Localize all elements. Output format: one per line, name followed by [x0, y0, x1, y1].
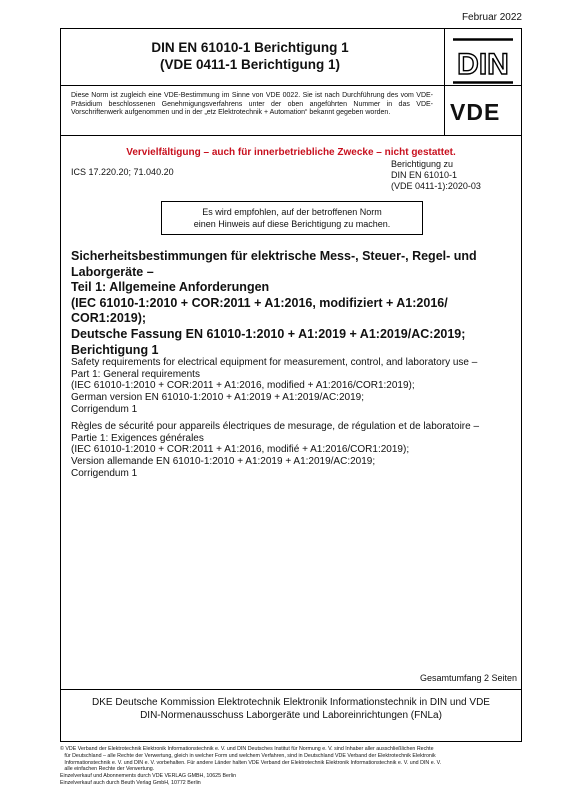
- german-title-line: Sicherheitsbestimmungen für elektrische Mess-, Steuer-, Regel- und: [71, 249, 477, 263]
- german-title-line: Berichtigung 1: [71, 342, 159, 357]
- english-title-line: German version EN 61010-1:2010 + A1:2019 + A1:2019/AC:2019;: [71, 392, 364, 404]
- copyright-line: Informationstechnik e. V. und DIN e. V. vorbehalten. Für andere Länder halten VDE Verband der Elektrotechnik Elektronik Informationstechnik e. V. und DIN e. V.: [60, 759, 442, 766]
- dke-line: DKE Deutsche Kommission Elektrotechnik Elektronik Informationstechnik in DIN und VDE: [92, 697, 490, 708]
- german-title: [71, 249, 516, 358]
- french-title: [71, 421, 519, 480]
- advice-line-2: einen Hinweis auf diese Berichtigung zu machen.: [193, 219, 391, 229]
- german-title-line: Laborgeräte –: [71, 264, 154, 279]
- french-title-line: Version allemande EN 61010-1:2010 + A1:2019 + A1:2019/AC:2019;: [71, 456, 376, 468]
- vde-logo: VDE: [450, 99, 501, 125]
- copyright-footer: [60, 746, 530, 787]
- english-title-line: Part 1: General requirements: [71, 368, 200, 380]
- publication-date: Februar 2022: [461, 12, 522, 23]
- copyright-line: für Deutschland – alle Rechte der Verwertung, gleich in welcher Form und welchem Verfahren, sind in Deutschland VDE Verband der Elektrotechnik Elektronik: [60, 752, 436, 759]
- advice-line-1: Es wird empfohlen, auf der betroffenen Norm: [202, 207, 382, 217]
- english-title-line: Safety requirements for electrical equipment for measurement, control, and laboratory use –: [71, 357, 478, 368]
- english-title: [71, 357, 519, 416]
- sales-line: Einzelverkauf auch durch Beuth Verlag GmbH, 10772 Berlin: [60, 779, 201, 786]
- german-title-line: Deutsche Fassung EN 61010-1:2010 + A1:2019 + A1:2019/AC:2019;: [71, 326, 466, 341]
- corrigendum-reference: [391, 159, 481, 192]
- ics-code: ICS 17.220.20; 71.040.20: [71, 167, 174, 177]
- header-bottom-divider: [61, 135, 521, 136]
- corrigendum-label: Berichtigung zu: [391, 159, 454, 169]
- french-title-line: (IEC 61010-1:2010 + COR:2011 + A1:2016, modifié + A1:2016/COR1:2019);: [71, 444, 410, 456]
- bottom-divider: [61, 689, 521, 690]
- standard-number: DIN EN 61010-1 Berichtigung 1: [151, 40, 349, 55]
- committee-info: [61, 696, 521, 722]
- sales-line: Einzelverkauf und Abonnements durch VDE VERLAG GMBH, 10625 Berlin: [60, 773, 237, 780]
- german-title-line: (IEC 61010-1:2010 + COR:2011 + A1:2016, modifiziert + A1:2016/: [71, 295, 448, 310]
- copyright-line: alle einfachen Rechte der Verwertung.: [60, 766, 155, 773]
- logo-column-divider: [444, 29, 445, 135]
- header-divider: [61, 85, 521, 86]
- din-logo: [453, 38, 513, 84]
- german-title-line: COR1:2019);: [71, 311, 147, 326]
- vde-number: (VDE 0411-1 Berichtigung 1): [159, 57, 341, 72]
- vde-notice: Diese Norm ist zugleich eine VDE-Bestimmung im Sinne von VDE 0022. Sie ist nach Durchführung des vom VDE-Präsidium beschlossenen Genehmigungsverfahrens unter der oben angeführten Nummer in das VDE-Vorschriftenwerk aufgenommen und in der „etz Elektrotechnik + Automation“ bekannt gegeben worden.: [71, 92, 433, 117]
- english-title-line: Corrigendum 1: [71, 403, 138, 415]
- corrigendum-edition: (VDE 0411-1):2020-03: [391, 181, 481, 191]
- copy-warning: Vervielfältigung – auch für innerbetriebliche Zwecke – nicht gestattet.: [126, 147, 456, 158]
- advice-box: [161, 201, 423, 235]
- english-title-line: (IEC 61010-1:2010 + COR:2011 + A1:2016, modified + A1:2016/COR1:2019);: [71, 380, 415, 392]
- cover-frame: [60, 28, 522, 742]
- french-title-line: Partie 1: Exigences générales: [71, 432, 204, 444]
- french-title-line: Corrigendum 1: [71, 467, 138, 479]
- fnla-line: DIN-Normenausschuss Laborgeräte und Laboreinrichtungen (FNLa): [140, 710, 442, 721]
- corrigendum-standard: DIN EN 61010-1: [391, 170, 458, 180]
- french-title-line: Règles de sécurité pour appareils électriques de mesurage, de régulation et de laboratoire –: [71, 421, 480, 432]
- din-logo-text: DIN: [457, 48, 509, 81]
- standard-title: [61, 39, 439, 73]
- total-pages: Gesamtumfang 2 Seiten: [419, 673, 517, 683]
- copyright-line: © VDE Verband der Elektrotechnik Elektronik Informationstechnik e. V. und DIN Deutsches Institut für Normung e. V. sind Inhaber aller ausschließlichen Rechte: [60, 746, 434, 752]
- german-title-line: Teil 1: Allgemeine Anforderungen: [71, 280, 270, 295]
